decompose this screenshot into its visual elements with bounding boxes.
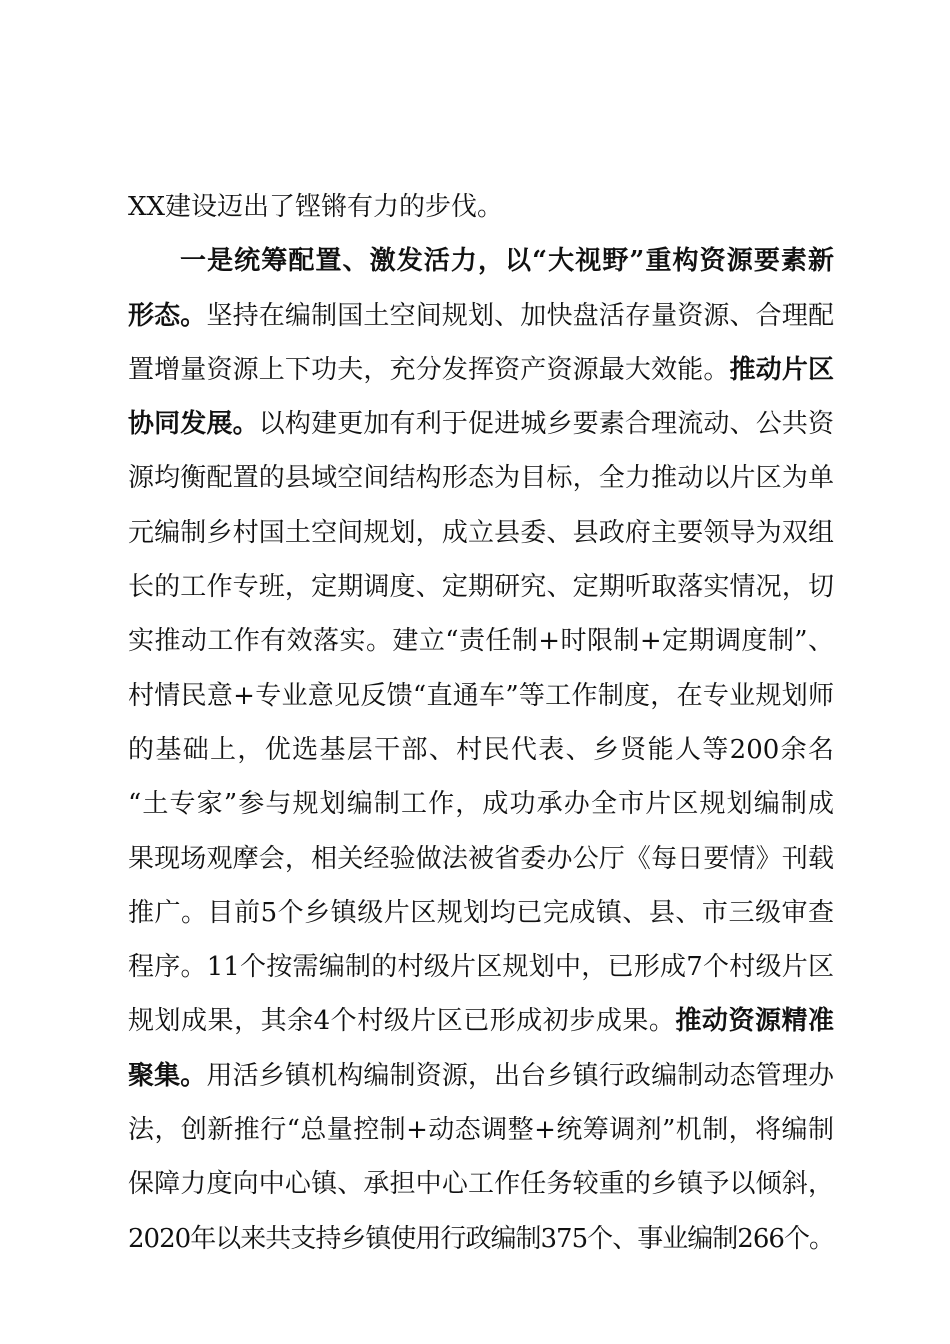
text-line [128, 180, 834, 234]
text-run: 以构建更加有利于促进城乡要素合理流动、公共资 [258, 409, 834, 440]
text-line [128, 343, 834, 397]
text-line [128, 1049, 834, 1103]
text-run: 保障力度向中心镇、承担中心工作任务较重的乡镇予以倾斜， [128, 1169, 834, 1200]
text-line [128, 886, 834, 940]
text-run: 长的工作专班，定期调度、定期研究、定期听取落实情况，切 [128, 572, 834, 603]
text-line [128, 1157, 834, 1211]
text-run: “土专家”参与规划编制工作，成功承办全市片区规划编制成 [128, 789, 834, 820]
text-run: XX建设迈出了铿锵有力的步伐。 [128, 192, 504, 222]
bold-subheading-run: 推动片区 [729, 354, 834, 385]
text-run: 置增量资源上下功夫，充分发挥资产资源最大效能。 [128, 354, 730, 385]
bold-subheading-run: 协同发展。 [128, 409, 259, 440]
text-run: 2020年以来共支持乡镇使用行政编制375个、事业编制266个。 [128, 1223, 834, 1254]
text-run: 推广。目前5个乡镇级片区规划均已完成镇、县、市三级审查 [128, 897, 834, 928]
text-line [128, 506, 834, 560]
text-run: 程序。11个按需编制的村级片区规划中，已形成7个村级片区 [128, 952, 834, 983]
text-run: 元编制乡村国土空间规划，成立县委、县政府主要领导为双组 [128, 517, 834, 548]
text-run: 坚持在编制国土空间规划、加快盘活存量资源、合理配 [206, 300, 834, 331]
text-line [128, 723, 834, 777]
document-body [128, 180, 834, 1266]
text-line [128, 614, 834, 668]
text-line [128, 1103, 834, 1157]
text-line [128, 451, 834, 505]
text-line [128, 994, 834, 1048]
text-run: 果现场观摩会，相关经验做法被省委办公厅《每日要情》刊载 [128, 843, 834, 874]
text-line [128, 832, 834, 886]
text-line [128, 777, 834, 831]
text-run: 实推动工作有效落实。建立“责任制+时限制+定期调度制”、 [128, 626, 834, 657]
text-line [128, 940, 834, 994]
text-run: 规划成果，其余4个村级片区已形成初步成果。 [128, 1006, 676, 1037]
text-line [128, 669, 834, 723]
text-line [128, 397, 834, 451]
text-run: 源均衡配置的县域空间结构形态为目标，全力推动以片区为单 [128, 463, 834, 494]
text-run: 的基础上，优选基层干部、村民代表、乡贤能人等200余名 [128, 734, 834, 765]
bold-subheading-run: 聚集。 [128, 1060, 207, 1091]
text-line [128, 560, 834, 614]
text-run: 法，创新推行“总量控制+动态调整+统筹调剂”机制，将编制 [128, 1115, 834, 1146]
bold-subheading-run: 推动资源精准 [675, 1006, 834, 1037]
text-line [128, 234, 834, 288]
text-line [128, 1212, 834, 1266]
bold-heading-run: 形态。 [128, 300, 207, 331]
text-run: 用活乡镇机构编制资源，出台乡镇行政编制动态管理办 [206, 1060, 834, 1091]
text-line [128, 289, 834, 343]
bold-heading-run: 一是统筹配置、激发活力，以“大视野”重构资源要素新 [180, 246, 834, 277]
text-run: 村情民意+专业意见反馈“直通车”等工作制度，在专业规划师 [128, 680, 834, 711]
